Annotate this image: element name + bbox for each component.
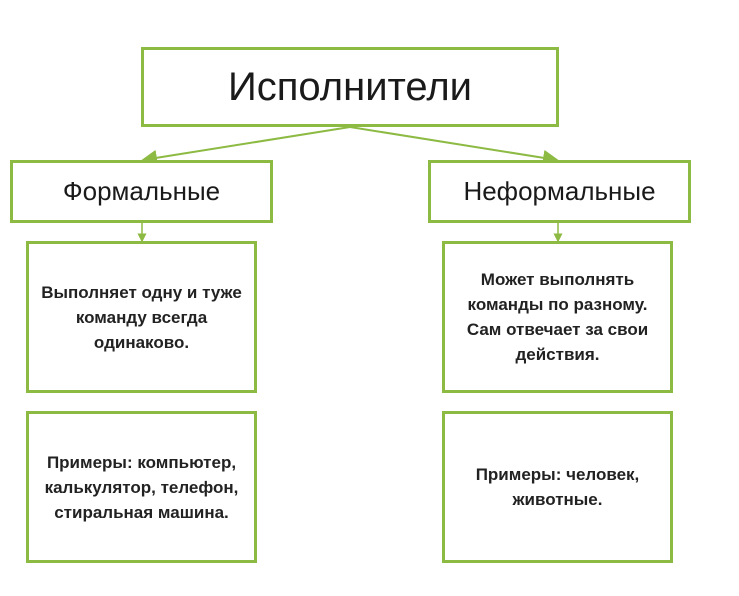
informal-label: Неформальные — [463, 176, 656, 206]
formal-examples-text: Примеры: компьютер, калькулятор, телефон, стиральная машина. — [44, 452, 239, 522]
informal-node — [428, 160, 691, 223]
formal-examples-node — [26, 411, 257, 563]
formal-label: Формальные — [62, 176, 221, 206]
informal-examples-node — [442, 411, 673, 563]
informal-examples-text: Примеры: человек, животные. — [475, 465, 640, 509]
informal-description-node — [442, 241, 673, 393]
arrow-root-to-formal — [143, 127, 350, 160]
root-node — [141, 47, 559, 127]
formal-node — [10, 160, 273, 223]
formal-description-node — [26, 241, 257, 393]
root-label: Исполнители — [227, 64, 473, 109]
informal-description-text: Может выполнять команды по разному. Сам отвечает за свои действия. — [466, 270, 649, 364]
formal-description-text: Выполняет одну и туже команду всегда одинаково. — [41, 282, 242, 352]
arrow-root-to-informal — [350, 127, 557, 160]
